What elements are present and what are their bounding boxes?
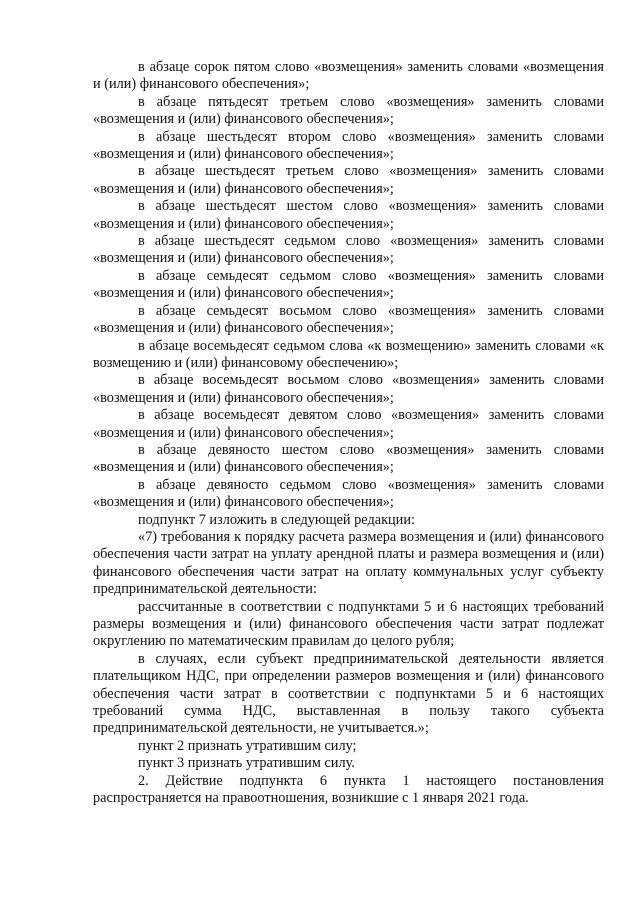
paragraph-78: в абзаце семьдесят восьмом слово «возмещения» заменить словами «возмещения и (или) финансового обеспечения»; xyxy=(93,302,604,337)
paragraph-45: в абзаце сорок пятом слово «возмещения» заменить словами «возмещения и (или) финансового обеспечения»; xyxy=(93,59,604,93)
paragraph-96: в абзаце девяносто шестом слово «возмещения» заменить словами «возмещения и (или) финансового обеспечения»; xyxy=(93,441,604,476)
paragraph-87: в абзаце восемьдесят седьмом слова «к возмещению» заменить словами «к возмещению и (или) финансовому обеспечению»; xyxy=(93,337,604,371)
subpoint-7-text: «7) требования к порядку расчета размера возмещения и (или) финансового обеспечения части затрат на уплату арендной платы и размера возмещения и (или) финансового обеспечения части затрат на оплату коммунальных услуг субъекту предпринимательской деятельности: xyxy=(93,528,604,598)
effective-date-clause: 2. Действие подпункта 6 пункта 1 настоящего постановления распространяется на правоотношения, возникшие с 1 января 2021 года. xyxy=(93,772,604,807)
paragraph-97: в абзаце девяносто седьмом слово «возмещения» заменить словами «возмещения и (или) финансового обеспечения»; xyxy=(93,476,604,511)
paragraph-63: в абзаце шестьдесят третьем слово «возмещения» заменить словами «возмещения и (или) финансового обеспечения»; xyxy=(93,163,604,197)
paragraph-77: в абзаце семьдесят седьмом слово «возмещения» заменить словами «возмещения и (или) финансового обеспечения»; xyxy=(93,267,604,302)
paragraph-88: в абзаце восемьдесят восьмом слово «возмещения» заменить словами «возмещения и (или) финансового обеспечения»; xyxy=(93,372,604,406)
paragraph-62: в абзаце шестьдесят втором слово «возмещения» заменить словами «возмещения и (или) финансового обеспечения»; xyxy=(93,128,604,163)
subpoint-7-intro: подпункт 7 изложить в следующей редакции: xyxy=(138,511,415,528)
rounding-rule: рассчитанные в соответствии с подпунктами 5 и 6 настоящих требований размеры возмещения и (или) финансового обеспечения части затрат подлежат округлению по математическим правилам до целого рубля; xyxy=(93,598,604,650)
paragraph-53: в абзаце пятьдесят третьем слово «возмещения» заменить словами «возмещения и (или) финансового обеспечения»; xyxy=(93,93,604,128)
paragraph-67: в абзаце шестьдесят седьмом слово «возмещения» заменить словами «возмещения и (или) финансового обеспечения»; xyxy=(93,233,604,267)
point-2-repeal: пункт 2 признать утратившим силу; xyxy=(138,737,357,754)
paragraph-66: в абзаце шестьдесят шестом слово «возмещения» заменить словами «возмещения и (или) финансового обеспечения»; xyxy=(93,198,604,232)
point-3-repeal: пункт 3 признать утратившим силу. xyxy=(138,755,355,772)
paragraph-89: в абзаце восемьдесят девятом слово «возмещения» заменить словами «возмещения и (или) финансового обеспечения»; xyxy=(93,407,604,441)
vat-rule: в случаях, если субъект предпринимательской деятельности является плательщиком НДС, при определении размеров возмещения и (или) финансового обеспечения части затрат в соответствии с подпунктами 5 и 6 настоящих требований сумма НДС, выставленная в пользу такого субъекта предпринимательской деятельности, не учитывается.»; xyxy=(93,650,604,737)
